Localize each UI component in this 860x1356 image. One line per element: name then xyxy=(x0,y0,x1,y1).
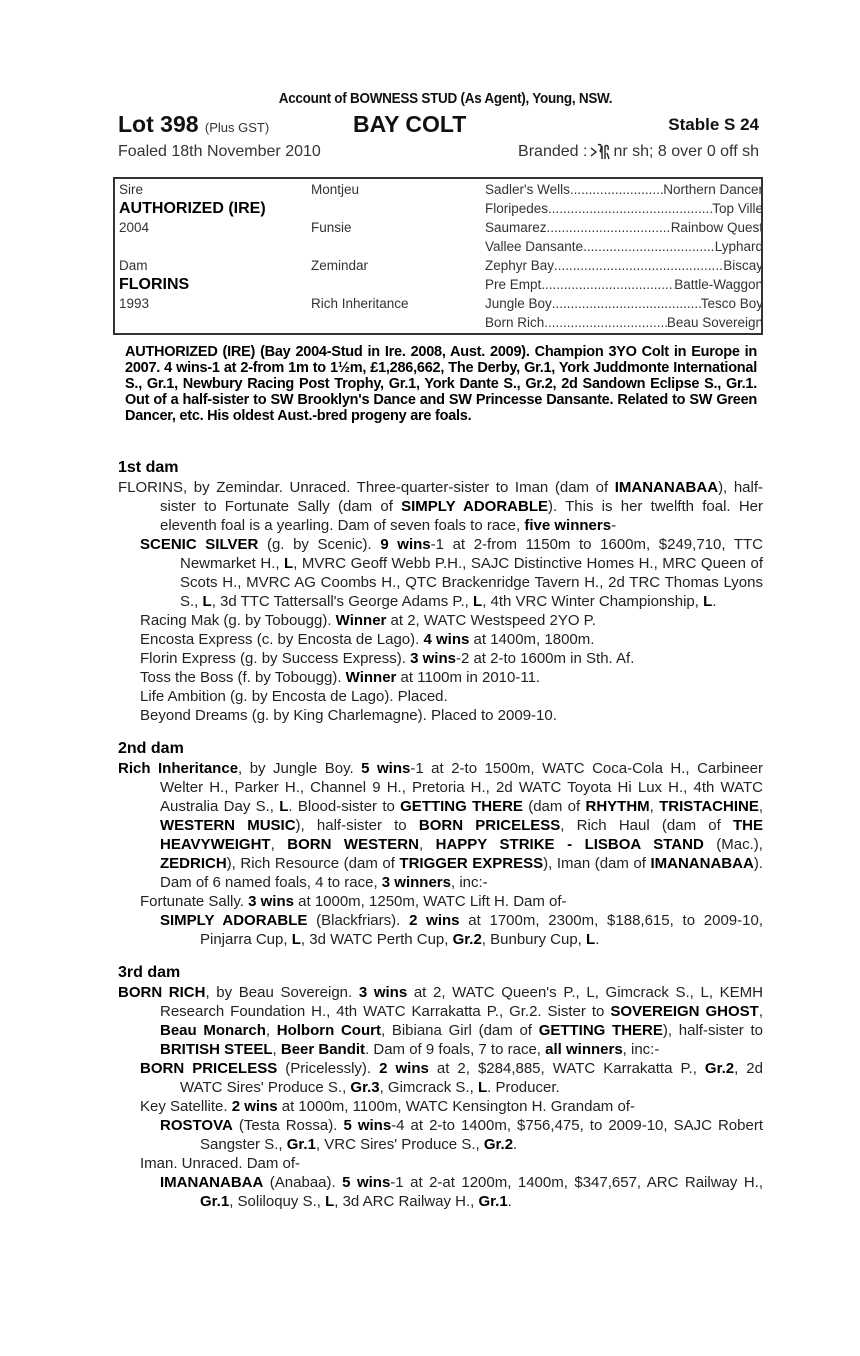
pedigree-col2: Rich Inheritance xyxy=(311,296,409,311)
grandsire-dam: Saumarez xyxy=(485,220,547,235)
text: at 1000m, 1100m, WATC Kensington H. Grandam of- xyxy=(277,1098,635,1115)
text: , xyxy=(758,1003,763,1020)
sire-of: Top Ville xyxy=(712,201,763,216)
bold-text: BORN RICH xyxy=(118,984,206,1001)
text: at 1400m, 1800m. xyxy=(469,631,595,648)
text: (g. by Scenic). xyxy=(258,536,381,553)
pedigree-row xyxy=(119,276,763,296)
text: Encosta Express (c. by Encosta de Lago). xyxy=(140,631,424,648)
bold-text: IMANANABAA xyxy=(614,479,719,496)
pedigree-col3 xyxy=(485,220,763,235)
dam-entry xyxy=(118,478,763,535)
bold-text: Beau Monarch xyxy=(160,1022,266,1039)
pedigree-col2: Montjeu xyxy=(311,182,360,197)
text: ). Dam of 6 named foals, 4 to race, xyxy=(160,855,763,891)
text: , xyxy=(272,1041,281,1058)
vendor-account: Account of BOWNESS STUD (As Agent), Young, NSW. xyxy=(278,90,613,107)
text: -2 at 2-to 1600m in Sth. Af. xyxy=(455,650,635,667)
section-heading: 2nd dam xyxy=(118,740,184,757)
foaled-line xyxy=(118,141,763,165)
text: Life Ambition (g. by Encosta de Lago). Placed. xyxy=(140,688,448,705)
text: . Blood-sister to xyxy=(288,798,401,815)
dam-section xyxy=(118,739,763,949)
branded-label: Branded : xyxy=(518,143,588,160)
pedigree-col3 xyxy=(485,277,763,292)
bold-text: L xyxy=(703,593,713,610)
pedigree-col3 xyxy=(485,315,763,330)
plus-gst: (Plus GST) xyxy=(204,120,270,135)
pedigree-col1: Dam xyxy=(119,258,148,273)
progeny-entry xyxy=(118,1059,763,1097)
sire-summary: AUTHORIZED (IRE) (Bay 2004-Stud in Ire. 2008, Aust. 2009). Champion 3YO Colt in Europe in 2007. 4 wins-1 at 2-from 1m to 1½m, £1,286,662, The Derby, Gr.1, York Juddmonte International S., Gr.1, Newbury Racing Post Trophy, Gr.1, York Dante S., Gr.2, 2d Sandown Eclipse S., Gr.1. Out of a half-sister to SW Brooklyn's Dance and SW Princesse Dansante. Related to SW Green Dancer, etc. His oldest Aust.-bred progeny are foals. xyxy=(125,344,757,424)
grandsire-dam: Sadler's Wells xyxy=(485,182,570,197)
text: , xyxy=(758,798,764,815)
bold-text: L xyxy=(279,798,289,815)
text: (Testa Rossa). xyxy=(232,1117,344,1134)
progeny-entry xyxy=(118,1116,763,1154)
lot-number xyxy=(118,111,269,138)
bold-text: L xyxy=(325,1193,335,1210)
bold-text: Gr.3 xyxy=(350,1079,380,1096)
bold-text: GETTING THERE xyxy=(538,1022,663,1039)
section-heading: 1st dam xyxy=(118,459,179,476)
bold-text: SIMPLY ADORABLE xyxy=(401,498,548,515)
bold-text: Rich Inheritance xyxy=(118,760,239,777)
text: Beyond Dreams (g. by King Charlemagne). Placed to 2009-10. xyxy=(140,707,557,724)
bold-text: Beer Bandit xyxy=(280,1041,366,1058)
bold-text: SIMPLY ADORABLE xyxy=(160,912,308,929)
leader-dots xyxy=(552,296,701,311)
text: (Mac.), xyxy=(703,836,763,853)
bold-text: BORN WESTERN xyxy=(287,836,419,853)
text: ). This is her twelfth foal. Her eleventh foal is a yearling. Dam of seven foals to race, xyxy=(160,498,763,534)
bold-text: five winners xyxy=(524,517,612,534)
progeny-entry xyxy=(118,611,763,630)
leader-dots xyxy=(544,315,667,330)
text: . xyxy=(507,1193,512,1210)
text: Toss the Boss (f. by Tobougg). xyxy=(140,669,346,686)
text: , by Jungle Boy. xyxy=(238,760,362,777)
grandsire-dam: Jungle Boy xyxy=(485,296,552,311)
text: at 2, WATC Westspeed 2YO P. xyxy=(386,612,596,629)
pedigree-row xyxy=(119,296,763,315)
text: . xyxy=(595,931,600,948)
text: , by Beau Sovereign. xyxy=(205,984,359,1001)
text: . xyxy=(712,593,717,610)
text: ), Rich Resource (dam of xyxy=(226,855,400,872)
text: ), half-sister to xyxy=(662,1022,763,1039)
text: -1 at 2-from 1150m to 1600m, $249,710, TTC Newmarket H., xyxy=(180,536,764,572)
bold-text: WESTERN MUSIC xyxy=(160,817,296,834)
text: (Anabaa). xyxy=(263,1174,343,1191)
text: , xyxy=(418,836,436,853)
text: , Bibiana Girl (dam of xyxy=(380,1022,539,1039)
text: Key Satellite. xyxy=(140,1098,232,1115)
bold-text: THE HEAVYWEIGHT xyxy=(160,817,764,853)
progeny-entry xyxy=(118,892,763,911)
text: , MVRC Geoff Webb P.H., SAJC Distinctive Homes H., MRC Queen of Scots H., MVRC AG Coombs H., QTC Brackenridge Tavern H., 2d TRC Thomas Lyons S., xyxy=(180,555,763,610)
bold-text: Gr.1 xyxy=(200,1193,230,1210)
bold-text: L xyxy=(473,593,483,610)
pedigree-col3 xyxy=(485,296,763,311)
bold-text: 3 wins xyxy=(248,893,294,910)
progeny-entry xyxy=(118,630,763,649)
text: . Producer. xyxy=(487,1079,560,1096)
text: (dam of xyxy=(522,798,586,815)
bold-text: L xyxy=(477,1079,488,1096)
text: , VRC Sires' Produce S., xyxy=(315,1136,484,1153)
text: , Rich Haul (dam of xyxy=(560,817,734,834)
progeny-entry xyxy=(118,1154,763,1173)
dam-section xyxy=(118,458,763,725)
bold-text: Winner xyxy=(345,669,397,686)
text: (Blackfriars). xyxy=(307,912,410,929)
text: Florin Express (g. by Success Express). xyxy=(140,650,411,667)
pedigree-row xyxy=(119,182,763,201)
sire-of: Tesco Boy xyxy=(700,296,763,311)
bold-text: Gr.2 xyxy=(704,1060,735,1077)
bold-text: 5 wins xyxy=(361,760,411,777)
progeny-entry xyxy=(118,535,763,611)
pedigree-col1: AUTHORIZED (IRE) xyxy=(119,200,266,217)
bold-text: all winners xyxy=(545,1041,623,1058)
sire-of: Northern Dancer xyxy=(663,182,763,197)
sire-of: Rainbow Quest xyxy=(670,220,763,235)
progeny-entry xyxy=(118,706,763,725)
lot-label: Lot 398 xyxy=(118,111,199,137)
bold-text: IMANANABAA xyxy=(650,855,754,872)
leader-dots xyxy=(554,258,723,273)
text: , xyxy=(270,836,288,853)
colour-sex: BAY COLT xyxy=(353,111,467,137)
bold-text: RHYTHM xyxy=(585,798,650,815)
text: , xyxy=(265,1022,277,1039)
text: at 1700m, 2300m, $188,615, to 2009-10, Pinjarra Cup, xyxy=(200,912,763,948)
bold-text: 5 wins xyxy=(342,1174,391,1191)
pedigree-col1: 2004 xyxy=(119,220,150,235)
pedigree-row xyxy=(119,239,763,258)
text: ), half-sister to xyxy=(295,817,419,834)
progeny-entry xyxy=(118,1097,763,1116)
pedigree-table xyxy=(113,177,763,335)
section-heading: 3rd dam xyxy=(118,964,181,981)
sire-of: Biscay xyxy=(723,258,763,273)
progeny-entry xyxy=(118,1173,763,1211)
sire-of: Beau Sovereign xyxy=(666,315,763,330)
text: ), half-sister to Fortunate Sally (dam of xyxy=(160,479,763,515)
text: . xyxy=(513,1136,518,1153)
bold-text: L xyxy=(586,931,596,948)
brand-mark-icon xyxy=(590,143,610,161)
grandsire-dam: Zephyr Bay xyxy=(485,258,555,273)
text: -4 at 2-to 1400m, $756,475, to 2009-10, SAJC Robert Sangster S., xyxy=(200,1117,763,1153)
bold-text: TRISTACHINE xyxy=(659,798,759,815)
stable: Stable S 24 xyxy=(668,115,759,134)
text: -1 at 2-to 1500m, WATC Coca-Cola H., Carbineer Welter H., Parker H., Channel 9 H., Pretoria H., 2d WATC Toyota Hi Lux H., 4th WATC Australia Day S., xyxy=(160,760,763,815)
pedigree-row xyxy=(119,220,763,239)
text: , xyxy=(649,798,660,815)
pedigree-row xyxy=(119,315,763,334)
bold-text: SOVEREIGN GHOST xyxy=(610,1003,759,1020)
bold-text: TRIGGER EXPRESS xyxy=(399,855,544,872)
text: , Gimcrack S., xyxy=(379,1079,478,1096)
leader-dots xyxy=(570,182,663,197)
leader-dots xyxy=(547,220,671,235)
bold-text: Gr.2 xyxy=(452,931,482,948)
bold-text: ROSTOVA xyxy=(160,1117,233,1134)
text: Racing Mak (g. by Tobougg). xyxy=(140,612,336,629)
text: (Pricelessly). xyxy=(277,1060,380,1077)
text: - xyxy=(611,517,617,534)
bold-text: Winner xyxy=(335,612,387,629)
text: , inc:- xyxy=(450,874,488,891)
bold-text: 2 wins xyxy=(379,1060,429,1077)
bold-text: L xyxy=(284,555,294,572)
sire-of: Lyphard xyxy=(714,239,763,254)
text: , 4th VRC Winter Championship, xyxy=(482,593,704,610)
bold-text: 9 wins xyxy=(380,536,431,553)
grandsire-dam: Floripedes xyxy=(485,201,549,216)
leader-dots xyxy=(548,201,712,216)
progeny-entry xyxy=(118,687,763,706)
text: , 3d TTC Tattersall's George Adams P., xyxy=(211,593,474,610)
pedigree-col1: Sire xyxy=(119,182,144,197)
pedigree-col1: FLORINS xyxy=(119,276,190,293)
text: ), Iman (dam of xyxy=(543,855,651,872)
bold-text: GETTING THERE xyxy=(400,798,523,815)
bold-text: 3 wins xyxy=(410,650,456,667)
text: , 2d WATC Sires' Produce S., xyxy=(180,1060,763,1096)
foaled-date: Foaled 18th November 2010 xyxy=(118,143,321,160)
text: , Soliloquy S., xyxy=(229,1193,326,1210)
progeny-entry xyxy=(118,668,763,687)
text: , 3d ARC Railway H., xyxy=(334,1193,479,1210)
grandsire-dam: Born Rich xyxy=(485,315,545,330)
bold-text: BORN PRICELESS xyxy=(418,817,561,834)
bold-text: BORN PRICELESS xyxy=(140,1060,278,1077)
bold-text: 5 wins xyxy=(343,1117,392,1134)
pedigree-col2: Funsie xyxy=(311,220,352,235)
text: at 2, WATC Queen's P., L, Gimcrack S., L, KEMH Research Foundation H., 4th WATC Karrakatta P., Gr.2. Sister to xyxy=(160,984,763,1020)
pedigree-col3 xyxy=(485,239,763,254)
bold-text: 3 winners xyxy=(381,874,451,891)
bold-text: ZEDRICH xyxy=(160,855,227,872)
text: , Bunbury Cup, xyxy=(481,931,587,948)
dam-sections xyxy=(118,458,763,1225)
grandsire-dam: Vallee Dansante xyxy=(485,239,584,254)
grandsire-dam: Pre Empt xyxy=(485,277,542,292)
text: at 1100m in 2010-11. xyxy=(396,669,541,686)
dam-section xyxy=(118,963,763,1211)
branded xyxy=(518,143,759,161)
dam-entry xyxy=(118,759,763,892)
pedigree-col3 xyxy=(485,201,763,216)
bold-text: Gr.1 xyxy=(286,1136,316,1153)
bold-text: HAPPY STRIKE - LISBOA STAND xyxy=(435,836,704,853)
bold-text: SCENIC SILVER xyxy=(140,536,259,553)
text: at 2, $284,885, WATC Karrakatta P., xyxy=(428,1060,705,1077)
text: -1 at 2-at 1200m, 1400m, $347,657, ARC Railway H., xyxy=(390,1174,764,1191)
leader-dots xyxy=(583,239,715,254)
progeny-entry xyxy=(118,911,763,949)
bold-text: 2 wins xyxy=(231,1098,278,1115)
text: Fortunate Sally. xyxy=(140,893,249,910)
pedigree-col3 xyxy=(485,258,763,273)
lot-line xyxy=(118,111,763,139)
branded-text: nr sh; 8 over 0 off sh xyxy=(613,143,759,160)
pedigree-col3 xyxy=(485,182,763,197)
leader-dots xyxy=(541,277,674,292)
bold-text: L xyxy=(202,593,212,610)
bold-text: 2 wins xyxy=(409,912,460,929)
progeny-entry xyxy=(118,649,763,668)
text: . Dam of 9 foals, 7 to race, xyxy=(365,1041,546,1058)
pedigree-row xyxy=(119,258,763,277)
text: FLORINS, by Zemindar. Unraced. Three-quarter-sister to Iman (dam of xyxy=(118,479,615,496)
bold-text: Gr.2 xyxy=(483,1136,514,1153)
bold-text: 3 wins xyxy=(358,984,408,1001)
sire-of: Battle-Waggon xyxy=(674,277,763,292)
lot-header xyxy=(118,90,763,165)
bold-text: IMANANABAA xyxy=(160,1174,264,1191)
text: , inc:- xyxy=(622,1041,660,1058)
dam-entry xyxy=(118,983,763,1059)
bold-text: BRITISH STEEL xyxy=(160,1041,273,1058)
text: , 3d WATC Perth Cup, xyxy=(300,931,453,948)
bold-text: Gr.1 xyxy=(478,1193,508,1210)
pedigree-row xyxy=(119,200,763,220)
bold-text: Holborn Court xyxy=(276,1022,381,1039)
bold-text: 4 wins xyxy=(423,631,470,648)
pedigree-col2: Zemindar xyxy=(311,258,369,273)
pedigree-col1: 1993 xyxy=(119,296,150,311)
bold-text: L xyxy=(291,931,301,948)
text: Iman. Unraced. Dam of- xyxy=(140,1155,301,1172)
text: at 1000m, 1250m, WATC Lift H. Dam of- xyxy=(293,893,567,910)
